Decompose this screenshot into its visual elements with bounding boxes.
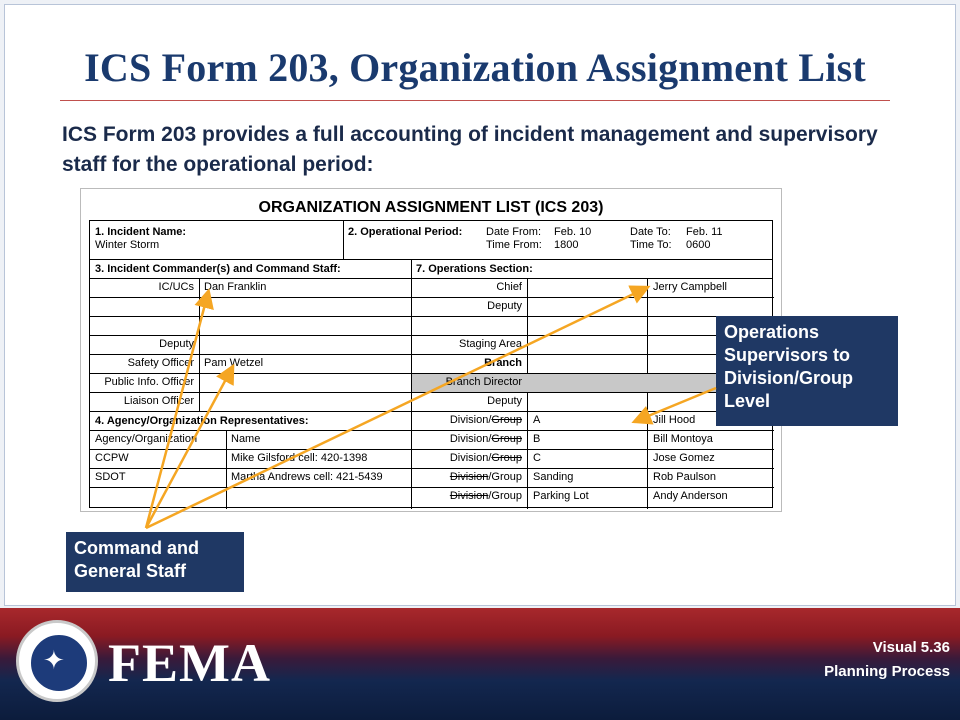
division-row-assignment: C: [533, 452, 541, 464]
ops-name-chief: Jerry Campbell: [653, 281, 727, 293]
incident-name-value: Winter Storm: [95, 239, 160, 251]
ops-role-branch-director: Branch Director: [445, 376, 522, 388]
op-period-label: 2. Operational Period:: [348, 226, 463, 238]
ops-role-deputy-2: Deputy: [487, 395, 522, 407]
time-to-label: Time To:: [630, 239, 672, 251]
fema-logo: FEMA: [108, 633, 271, 693]
division-row-role: Division/Group: [449, 490, 522, 502]
ops-role-chief: Chief: [496, 281, 522, 293]
visual-label: [824, 636, 950, 684]
division-row-assignment: Parking Lot: [533, 490, 589, 502]
cmd-role-pio: Public Info. Officer: [104, 376, 194, 388]
time-to-value: 0600: [686, 239, 711, 251]
date-from-value: Feb. 10: [554, 226, 592, 238]
time-from-value: 1800: [554, 239, 579, 251]
division-row-assignment: A: [533, 414, 541, 426]
agency-row: SDOT: [95, 471, 126, 483]
date-from-label: Date From:: [486, 226, 542, 238]
ops-role-staging: Staging Area: [459, 338, 522, 350]
command-staff-label: 3. Incident Commander(s) and Command Staff:: [95, 263, 341, 275]
form-title: ORGANIZATION ASSIGNMENT LIST (ICS 203): [258, 199, 604, 216]
cmd-role-liaison: Liaison Officer: [123, 395, 194, 407]
division-row-role: Division/Group: [449, 471, 522, 483]
time-from-label: Time From:: [486, 239, 542, 251]
division-row-role: Division/Group: [449, 452, 522, 464]
title-divider: [60, 100, 890, 101]
ops-role-branch: Branch: [484, 357, 522, 369]
agency-row-name: Martha Andrews cell: 421-5439: [231, 471, 383, 483]
slide-subtitle: ICS Form 203 provides a full accounting of incident management and supervisory staff for the operational period:: [62, 123, 878, 176]
division-row-name: Rob Paulson: [653, 471, 716, 483]
cmd-role-deputy: Deputy: [159, 338, 194, 350]
division-row-assignment: B: [533, 433, 541, 445]
incident-name-label: 1. Incident Name:: [95, 226, 187, 238]
module-name: Planning Process: [824, 663, 950, 680]
cmd-name-safety: Pam Wetzel: [204, 357, 264, 369]
cmd-name-ic: Dan Franklin: [204, 281, 267, 293]
date-to-label: Date To:: [630, 226, 671, 238]
ops-section-label: 7. Operations Section:: [416, 263, 533, 275]
agency-header: Agency/Organization: [95, 433, 198, 445]
agency-section-label: 4. Agency/Organization Representatives:: [95, 415, 309, 427]
division-row-name: Jose Gomez: [653, 452, 715, 464]
ops-role-deputy: Deputy: [487, 300, 522, 312]
ics-203-form: [80, 188, 782, 512]
division-row-name: Jill Hood: [653, 414, 696, 426]
agency-row: CCPW: [95, 452, 129, 464]
cmd-role-safety: Safety Officer: [127, 357, 194, 369]
slide-title: ICS Form 203, Organization Assignment List: [84, 45, 866, 90]
command-callout: Command and General Staff: [66, 532, 244, 592]
division-row-role: Division/Group: [449, 414, 522, 426]
operations-callout: Operations Supervisors to Division/Group Level: [716, 316, 898, 426]
cmd-role-ic: IC/UCs: [158, 281, 194, 293]
division-row-name: Bill Montoya: [653, 433, 713, 445]
visual-number: Visual 5.36: [872, 639, 950, 656]
division-row-assignment: Sanding: [533, 471, 574, 483]
dhs-seal-icon: ✦: [16, 620, 98, 702]
agency-name-header: Name: [231, 433, 261, 445]
form-table: [89, 220, 773, 508]
date-to-value: Feb. 11: [686, 226, 723, 238]
agency-row-name: Mike Gilsford cell: 420-1398: [231, 452, 368, 464]
division-row-role: Division/Group: [449, 433, 522, 445]
division-row-name: Andy Anderson: [653, 490, 728, 502]
